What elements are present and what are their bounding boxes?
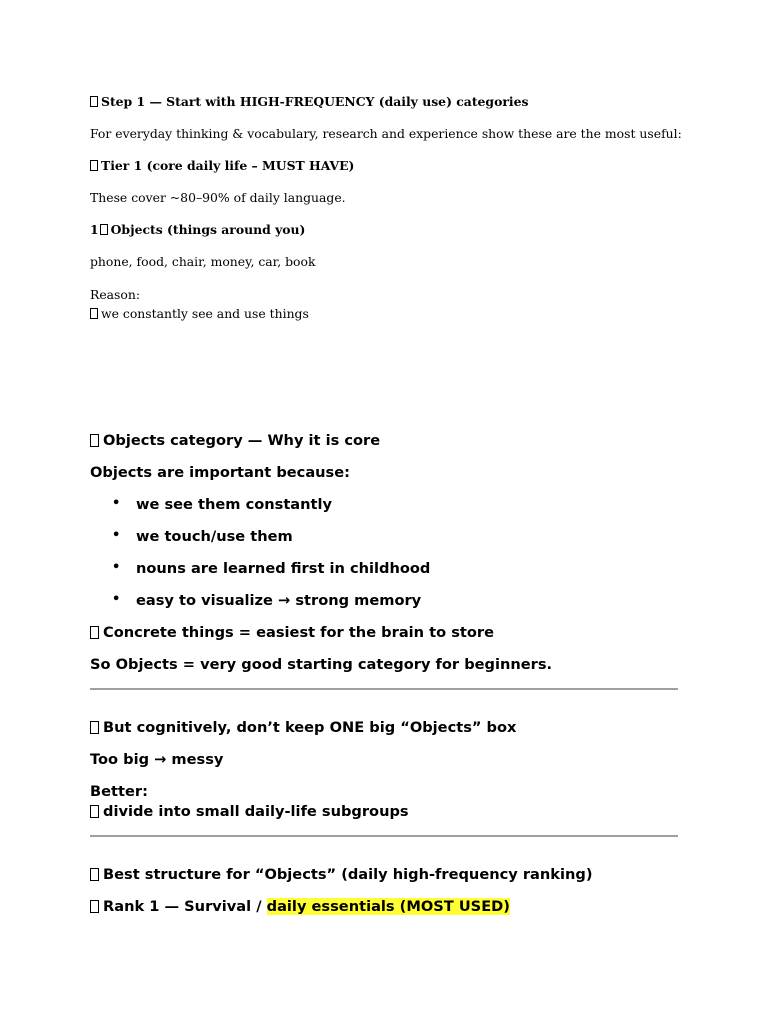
tier1-description: These cover ~80–90% of daily language. [90,190,346,205]
objects-heading: 1 Objects (things around you) [90,222,306,237]
emoji-placeholder-icon [90,626,99,639]
horizontal-rule [90,835,678,837]
horizontal-rule [90,688,678,690]
too-big-text: Too big → messy [90,751,224,768]
emoji-placeholder-icon [90,308,98,319]
emoji-placeholder-icon [90,805,99,818]
reason-text: we constantly see and use things [90,306,309,321]
bullet-icon: • [112,592,121,607]
highlighted-text: daily essentials (MOST USED) [266,898,510,915]
emoji-placeholder-icon [90,160,98,171]
emoji-placeholder-icon [90,868,99,881]
intro-text: For everyday thinking & vocabulary, research and experience show these are the most useful: [90,126,682,141]
concrete-note: Concrete things = easiest for the brain to store [90,624,494,641]
section4-heading: Best structure for “Objects” (daily high-frequency ranking) [90,866,593,883]
bullet-icon: • [112,528,121,543]
divide-text: divide into small daily-life subgroups [90,803,409,820]
objects-examples: phone, food, chair, money, car, book [90,254,316,269]
emoji-placeholder-icon [90,434,99,447]
reason-label: Reason: [90,287,141,302]
emoji-placeholder-icon [90,721,99,734]
emoji-placeholder-icon [90,900,99,913]
better-label: Better: [90,783,148,800]
bullet-icon: • [112,560,121,575]
bullet-icon: • [112,496,121,511]
section2-heading: Objects category — Why it is core [90,432,380,449]
section3-heading: But cognitively, don’t keep ONE big “Objects” box [90,719,516,736]
section2-intro: Objects are important because: [90,464,350,481]
section2-conclusion: So Objects = very good starting category for beginners. [90,656,553,673]
rank1-heading: Rank 1 — Survival / daily essentials (MOST USED) [90,898,510,915]
emoji-placeholder-icon [100,224,108,235]
step1-heading: Step 1 — Start with HIGH-FREQUENCY (daily use) categories [90,94,528,109]
tier1-heading: Tier 1 (core daily life – MUST HAVE) [90,158,354,173]
emoji-placeholder-icon [90,96,98,107]
